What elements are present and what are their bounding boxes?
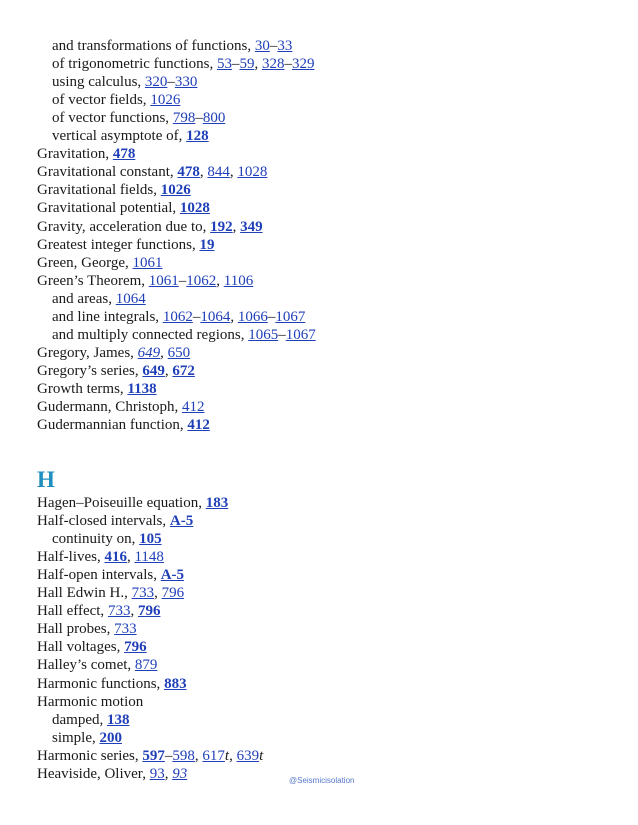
page-ref-link[interactable]: 800 <box>202 110 226 127</box>
page-ref-link[interactable]: 412 <box>181 399 205 415</box>
page-ref-link[interactable]: 1028 <box>179 200 210 217</box>
entry-term: Gravitation, <box>37 146 113 163</box>
index-entry <box>37 145 135 163</box>
index-entry <box>37 656 157 674</box>
page-ref-link[interactable]: 412 <box>187 417 210 434</box>
page-ref-link[interactable]: 33 <box>277 38 293 54</box>
entry-term: continuity on, <box>52 531 140 548</box>
entry-text: t <box>259 747 264 764</box>
index-entry <box>37 602 160 620</box>
index-entry <box>37 620 137 638</box>
entry-term: simple, <box>52 729 100 746</box>
index-entry <box>37 638 147 656</box>
entry-term: Heaviside, Oliver, <box>37 765 150 782</box>
entry-term: Greatest integer functions, <box>37 236 200 253</box>
page-ref-link[interactable]: 879 <box>134 657 158 674</box>
entry-term: of trigonometric functions, <box>52 56 217 73</box>
page-ref-link[interactable]: 1064 <box>115 290 146 307</box>
entry-term: Hagen–Poiseuille equation, <box>37 495 206 511</box>
page-ref-link[interactable]: 1066 <box>237 308 268 325</box>
entry-term: Harmonic motion <box>37 693 144 710</box>
page-ref-link[interactable]: 598 <box>172 747 195 764</box>
page-ref-link[interactable]: 733 <box>131 585 155 602</box>
index-subentry <box>52 308 305 326</box>
page-ref-link[interactable]: 883 <box>164 675 187 692</box>
entry-term: Gudermann, Christoph, <box>37 399 182 415</box>
entry-term: Hall voltages, <box>37 639 125 656</box>
page-ref-link[interactable]: 105 <box>139 531 162 548</box>
page-ref-link[interactable]: 1061 <box>132 254 163 271</box>
entry-text: , <box>194 747 203 764</box>
entry-text: , <box>229 747 237 764</box>
entry-term: Hall Edwin H., <box>37 585 132 602</box>
entry-term: using calculus, <box>52 74 145 91</box>
index-entry <box>37 512 193 530</box>
entry-text: – <box>267 308 276 325</box>
entry-term: Gravitational potential, <box>37 200 180 217</box>
index-entry <box>37 693 143 711</box>
index-subentry <box>52 326 316 344</box>
index-entry <box>37 236 214 254</box>
page-ref-link[interactable]: 93 <box>172 765 188 782</box>
entry-text: – <box>167 74 175 91</box>
page-ref-link[interactable]: 128 <box>186 128 209 145</box>
index-entry <box>37 584 184 602</box>
page-ref-link[interactable]: 1062 <box>186 272 217 289</box>
entry-text: – <box>195 110 203 127</box>
entry-text: , <box>232 218 241 235</box>
entry-term: Harmonic functions, <box>37 675 165 692</box>
page-ref-link[interactable]: 796 <box>137 603 161 620</box>
index-entry <box>37 747 263 765</box>
entry-term: Hall probes, <box>37 621 115 638</box>
page-ref-link[interactable]: 183 <box>205 495 229 511</box>
page-ref-link[interactable]: 617 <box>202 747 225 764</box>
entry-text: , <box>199 164 208 181</box>
index-entry <box>37 344 190 362</box>
page-ref-link[interactable]: 328 <box>261 56 285 73</box>
page-ref-link[interactable]: 1026 <box>150 92 181 109</box>
index-subentry <box>52 109 225 127</box>
entry-term: Gregory, James, <box>37 344 138 361</box>
page-ref-link[interactable]: 1065 <box>248 326 279 343</box>
index-entry <box>37 548 164 566</box>
entry-text: , <box>230 308 238 325</box>
page-ref-link[interactable]: 478 <box>112 146 136 163</box>
page-ref-link[interactable]: 1064 <box>200 308 231 325</box>
index-subentry <box>52 73 197 91</box>
index-entry <box>37 494 228 512</box>
index-entry <box>37 362 195 380</box>
page-ref-link[interactable]: 649 <box>142 362 165 379</box>
index-subentry <box>52 91 180 109</box>
entry-text: , <box>216 272 224 289</box>
page-ref-link[interactable]: 19 <box>199 236 215 253</box>
index-subentry <box>52 711 129 729</box>
index-entry <box>37 380 157 398</box>
entry-text: – <box>278 326 286 343</box>
entry-term: Halley’s comet, <box>37 657 135 674</box>
page-ref-link[interactable]: 1067 <box>285 326 316 343</box>
entry-term: of vector functions, <box>52 110 173 127</box>
entry-term: vertical asymptote of, <box>52 128 187 145</box>
entry-term: and multiply connected regions, <box>52 326 249 343</box>
page-ref-link[interactable]: 1026 <box>160 182 191 199</box>
page-ref-link[interactable]: 1067 <box>275 308 306 325</box>
entry-text: – <box>192 308 201 325</box>
entry-text: , <box>164 765 173 782</box>
page-ref-link[interactable]: 330 <box>174 74 198 91</box>
page-ref-link[interactable]: 1061 <box>148 272 179 289</box>
page-ref-link[interactable]: 478 <box>177 164 200 181</box>
index-entry <box>37 398 204 416</box>
entry-term: and transformations of functions, <box>52 38 255 54</box>
entry-term: damped, <box>52 711 107 728</box>
index-entry <box>37 181 191 199</box>
entry-text: – <box>231 56 240 73</box>
page-ref-link[interactable]: 672 <box>172 362 195 379</box>
watermark: @Seismicisolation <box>289 776 355 785</box>
page-ref-link[interactable]: 733 <box>107 603 131 620</box>
entry-term: Green, George, <box>37 254 133 271</box>
page-ref-link[interactable]: 650 <box>167 344 191 361</box>
entry-text: , <box>130 603 138 620</box>
entry-term: Gudermannian function, <box>37 417 188 434</box>
page-ref-link[interactable]: 796 <box>161 585 185 602</box>
index-subentry <box>52 127 209 145</box>
page-ref-link[interactable]: 192 <box>210 218 233 235</box>
page-ref-link[interactable]: 329 <box>291 56 315 73</box>
index-entry <box>37 199 210 217</box>
entry-text: t <box>224 747 230 764</box>
entry-term: Hall effect, <box>37 603 108 620</box>
entry-text: – <box>164 747 173 764</box>
index-subentry <box>52 729 122 747</box>
entry-term: Gregory’s series, <box>37 362 143 379</box>
page-ref-link[interactable]: 639 <box>236 747 260 764</box>
entry-text: , <box>126 549 135 566</box>
page-ref-link[interactable]: 844 <box>207 164 230 181</box>
index-subentry <box>52 530 162 548</box>
entry-term: of vector fields, <box>52 92 151 109</box>
entry-term: Half-open intervals, <box>37 567 161 584</box>
page-ref-link[interactable]: 93 <box>149 765 165 782</box>
entry-text: – <box>269 38 278 54</box>
page-ref-link[interactable]: A-5 <box>160 567 185 584</box>
page-ref-link[interactable]: 200 <box>99 729 122 746</box>
index-entry <box>37 163 267 181</box>
page-ref-link[interactable]: 1062 <box>162 308 193 325</box>
index-entry <box>37 765 187 783</box>
entry-term: Half-closed intervals, <box>37 513 170 530</box>
index-subentry <box>52 37 292 55</box>
page-ref-link[interactable]: 733 <box>114 621 137 638</box>
entry-text: , <box>160 344 168 361</box>
page-ref-link[interactable]: 798 <box>172 110 196 127</box>
page-ref-link[interactable]: A-5 <box>169 513 194 530</box>
page-ref-link[interactable]: 53 <box>216 56 232 73</box>
entry-text: – <box>178 272 187 289</box>
index-entry <box>37 566 184 584</box>
section-letter-heading: H <box>37 467 55 492</box>
entry-term: Half-lives, <box>37 549 105 566</box>
page-ref-link[interactable]: 1148 <box>134 549 164 566</box>
index-subentry <box>52 290 146 308</box>
entry-term: Green’s Theorem, <box>37 272 149 289</box>
page-ref-link[interactable]: 59 <box>239 56 255 73</box>
entry-text: , <box>229 164 238 181</box>
entry-term: Gravitational fields, <box>37 182 161 199</box>
page-ref-link[interactable]: 416 <box>104 549 127 566</box>
entry-term: Harmonic series, <box>37 747 143 764</box>
page-ref-link[interactable]: 1028 <box>237 164 268 181</box>
index-entry <box>37 272 253 290</box>
index-entry <box>37 675 187 693</box>
entry-text: , <box>164 362 173 379</box>
index-entry <box>37 416 210 434</box>
page-ref-link[interactable]: 1106 <box>223 272 254 289</box>
entry-term: and line integrals, <box>52 308 163 325</box>
page-ref-link[interactable]: 349 <box>240 218 263 235</box>
entry-text: , <box>254 56 262 73</box>
page-ref-link[interactable]: 138 <box>106 711 130 728</box>
entry-text: , <box>154 585 162 602</box>
entry-term: Growth terms, <box>37 380 128 397</box>
index-entry <box>37 254 163 272</box>
index-subentry <box>52 55 314 73</box>
entry-term: Gravity, acceleration due to, <box>37 218 211 235</box>
page-ref-link[interactable]: 30 <box>254 38 270 54</box>
entry-term: Gravitational constant, <box>37 164 178 181</box>
page-ref-link[interactable]: 649 <box>137 344 161 361</box>
page-ref-link[interactable]: 597 <box>142 747 165 764</box>
page-ref-link[interactable]: 796 <box>124 639 147 656</box>
page-ref-link[interactable]: 1138 <box>127 380 157 397</box>
entry-text: – <box>284 56 292 73</box>
index-entry <box>37 218 263 236</box>
entry-term: and areas, <box>52 290 116 307</box>
page-ref-link[interactable]: 320 <box>144 74 168 91</box>
